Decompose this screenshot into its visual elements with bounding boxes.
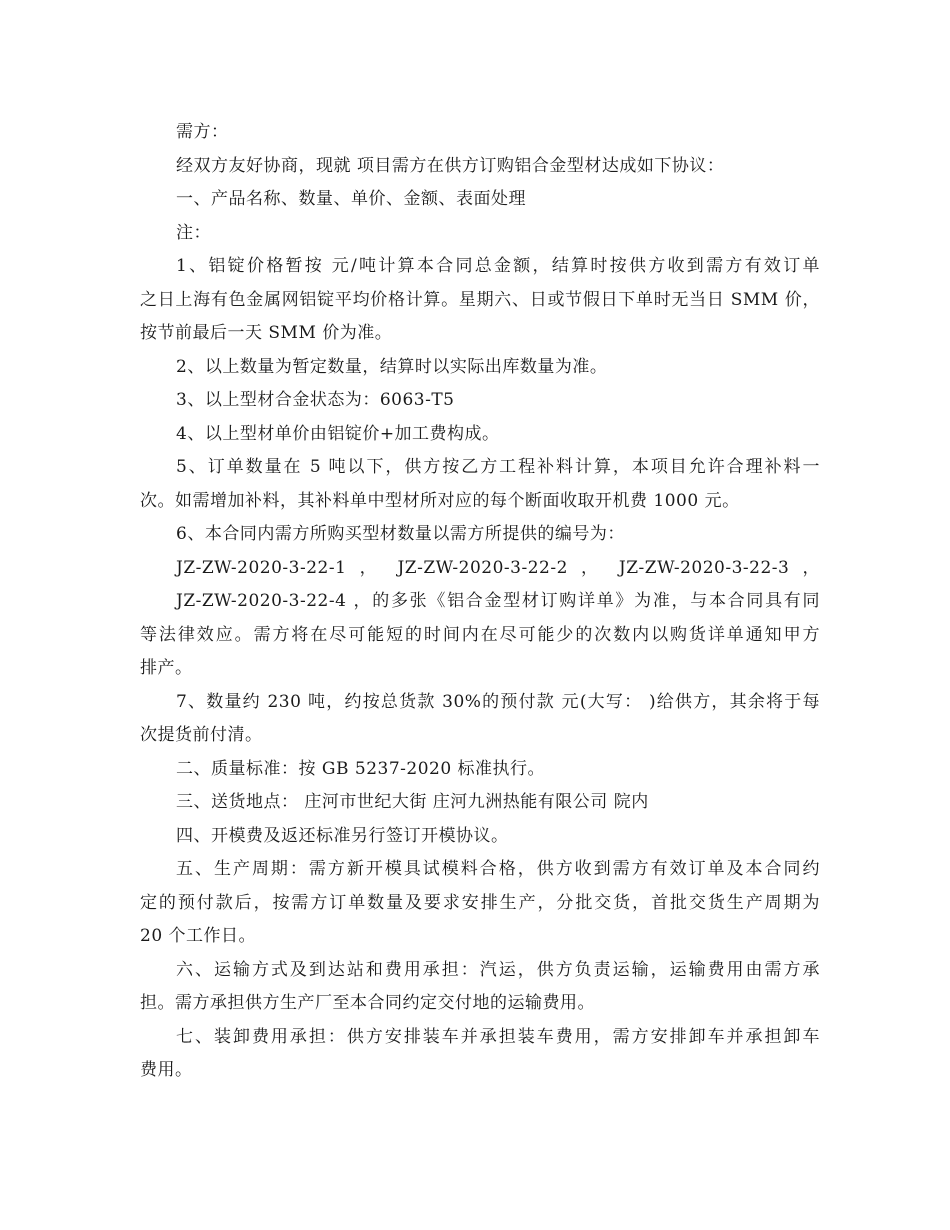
- document-line: 20 个工作日。: [140, 926, 257, 946]
- document-line: 3、以上型材合金状态为：6063-T5: [176, 390, 455, 410]
- document-line: 注：: [176, 222, 211, 243]
- contract-document-body: [140, 116, 820, 1088]
- document-line: 之日上海有色金属网铝锭平均价格计算。星期六、日或节假日下单时无当日 SMM 价，: [140, 289, 820, 310]
- document-line: 1、铝锭价格暂按 元/吨计算本合同总金额，结算时按供方收到需方有效订单: [176, 256, 820, 276]
- document-line: 6、本合同内需方所购买型材数量以需方所提供的编号为：: [176, 524, 625, 544]
- document-line: 六、运输方式及到达站和费用承担：汽运，供方负责运输，运输费用由需方承: [176, 959, 820, 980]
- document-line: 三、送货地点： 庄河市世纪大街 庄河九洲热能有限公司 院内: [176, 792, 649, 812]
- document-line: 次提货前付清。: [140, 725, 263, 745]
- document-line: JZ-ZW-2020-3-22-1 ， JZ-ZW-2020-3-22-2 ， JZ-ZW-2020-3-22-3 ，: [176, 557, 820, 578]
- document-line: 经双方友好协商，现就 项目需方在供方订购铝合金型材达成如下协议：: [176, 155, 725, 176]
- document-line: JZ-ZW-2020-3-22-4 ，的多张《铝合金型材订购详单》为准，与本合同具有同: [176, 591, 820, 611]
- document-line: 7、数量约 230 吨，约按总货款 30%的预付款 元(大写： )给供方，其余将于每: [176, 691, 820, 712]
- document-line: 七、装卸费用承担：供方安排装车并承担装车费用，需方安排卸车并承担卸车: [176, 1026, 820, 1047]
- document-line: 5、订单数量在 5 吨以下，供方按乙方工程补料计算，本项目允许合理补料一: [176, 457, 820, 477]
- document-line: 排产。: [140, 658, 193, 678]
- document-line: 担。需方承担供方生产厂至本合同约定交付地的运输费用。: [140, 993, 595, 1013]
- document-line: 定的预付款后，按需方订单数量及要求安排生产，分批交货，首批交货生产周期为: [140, 892, 820, 913]
- document-line: 二、质量标准：按 GB 5237-2020 标准执行。: [176, 758, 546, 779]
- document-line: 等法律效应。需方将在尽可能短的时间内在尽可能少的次数内以购货详单通知甲方: [140, 624, 820, 645]
- document-line: 需方：: [176, 122, 229, 142]
- document-line: 五、生产周期：需方新开模具试模料合格，供方收到需方有效订单及本合同约: [176, 859, 820, 879]
- document-line: 4、以上型材单价由铝锭价+加工费构成。: [176, 423, 500, 444]
- document-line: 四、开模费及返还标准另行签订开模协议。: [176, 825, 509, 846]
- document-line: 一、产品名称、数量、单价、金额、表面处理: [176, 189, 526, 209]
- document-line: 次。如需增加补料，其补料单中型材所对应的每个断面收取开机费 1000 元。: [140, 490, 740, 511]
- document-line: 费用。: [140, 1060, 193, 1080]
- document-line: 按节前最后一天 SMM 价为准。: [140, 323, 393, 343]
- document-line: 2、以上数量为暂定数量，结算时以实际出库数量为准。: [176, 356, 608, 377]
